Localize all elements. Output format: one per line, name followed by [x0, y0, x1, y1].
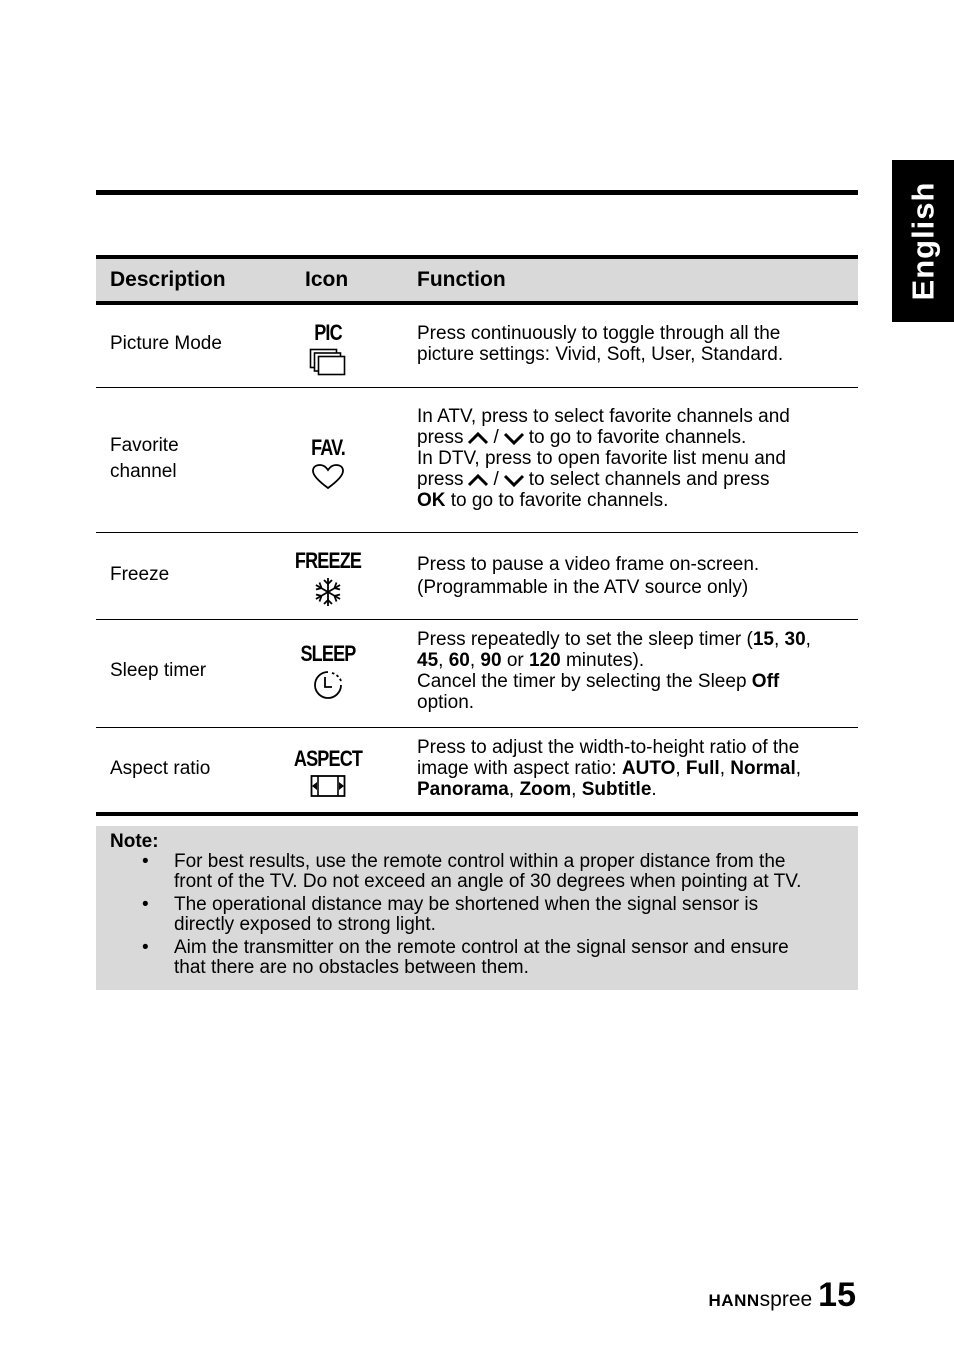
time-option: 90: [480, 650, 502, 671]
function-line: picture settings: Vivid, Soft, User, Standard.: [417, 344, 784, 365]
icon-label: FREEZE: [294, 548, 362, 573]
time-option: 45: [417, 650, 439, 671]
function-text: ,: [469, 650, 481, 671]
row-description: Picture Mode: [110, 333, 222, 354]
table-header: [96, 255, 858, 305]
function-text: ,: [438, 650, 449, 671]
freeze-button-graphic: [286, 549, 370, 608]
table-row: [96, 620, 858, 728]
bullet: •: [142, 851, 149, 872]
language-tab: [892, 160, 954, 322]
row-description: Freeze: [110, 564, 170, 585]
off-option: Off: [751, 671, 780, 692]
time-option: 15: [752, 629, 774, 650]
function-line: Press to adjust the width-to-height ratio of the: [417, 737, 800, 758]
aspect-option: Subtitle: [581, 779, 652, 800]
chevron-up-icon: [467, 472, 489, 488]
aspect-option: Normal: [730, 758, 796, 779]
aspect-option: Zoom: [519, 779, 572, 800]
function-line: (Programmable in the ATV source only): [417, 577, 749, 598]
page-footer: [709, 1276, 856, 1315]
description-line: Favorite: [110, 435, 179, 456]
sleep-button-graphic: [286, 642, 370, 701]
function-line: [417, 671, 857, 692]
function-text: ,: [675, 758, 686, 779]
function-text: ,: [773, 629, 785, 650]
function-text: /: [493, 427, 499, 448]
top-rule: [96, 190, 858, 195]
aspect-option: Panorama: [417, 779, 509, 800]
function-text: to select channels and press: [528, 469, 770, 490]
note-line: Aim the transmitter on the remote control at the signal sensor and ensure: [174, 937, 789, 958]
picture-mode-icon: [309, 348, 347, 376]
function-line: In ATV, press to select favorite channels and: [417, 406, 790, 427]
function-line: [417, 427, 857, 448]
function-line: Press to pause a video frame on-screen.: [417, 554, 760, 575]
function-text: press: [417, 427, 464, 448]
pic-button-graphic: [286, 321, 370, 376]
brand-logo-bold: HANN: [708, 1291, 760, 1310]
function-line: option.: [417, 692, 475, 713]
list-item: [96, 852, 856, 892]
list-item: [96, 895, 856, 935]
function-line: [417, 629, 857, 650]
function-text: ,: [571, 779, 582, 800]
chevron-down-icon: [503, 472, 525, 488]
row-description: Sleep timer: [110, 660, 207, 681]
function-text: ,: [795, 758, 802, 779]
function-line: [417, 650, 857, 671]
function-text: Press repeatedly to set the sleep timer (: [417, 629, 753, 650]
function-text: image with aspect ratio:: [417, 758, 622, 779]
row-function: [417, 406, 857, 511]
time-option: 120: [529, 650, 561, 671]
header-description: Description: [110, 268, 226, 291]
function-text: Cancel the timer by selecting the Sleep: [417, 671, 752, 692]
function-text: to go to favorite channels.: [450, 490, 669, 511]
brand-logo-light: spree: [759, 1288, 813, 1311]
header-icon: Icon: [305, 268, 349, 291]
aspect-button-graphic: [286, 747, 370, 798]
table-row: [96, 728, 858, 816]
icon-label: ASPECT: [293, 746, 363, 771]
function-line: [417, 779, 857, 800]
table-row: [96, 305, 858, 388]
chevron-up-icon: [467, 430, 489, 446]
aspect-ratio-icon: [310, 774, 346, 798]
row-function: [417, 737, 857, 800]
language-tab-label: English: [905, 181, 941, 301]
bullet: •: [142, 937, 149, 958]
table-row: [96, 388, 858, 533]
function-line: [417, 758, 857, 779]
icon-label: PIC: [314, 320, 342, 345]
icon-label: FAV.: [311, 435, 345, 460]
heart-icon: [311, 463, 345, 491]
function-text: minutes).: [560, 650, 645, 671]
function-line: [417, 490, 857, 511]
function-line: [417, 469, 857, 490]
function-line: In DTV, press to open favorite list menu and: [417, 448, 786, 469]
function-line: Press continuously to toggle through all the: [417, 323, 781, 344]
note-title: Note:: [110, 831, 159, 852]
list-item: [96, 938, 856, 978]
note-line: directly exposed to strong light.: [174, 914, 436, 935]
row-description: [110, 433, 179, 485]
row-function: [417, 554, 857, 598]
row-function: [417, 629, 857, 713]
clock-icon: [311, 669, 345, 701]
description-line: channel: [110, 461, 177, 482]
time-option: 30: [784, 629, 806, 650]
table-row: [96, 533, 858, 620]
fav-button-graphic: [286, 436, 370, 491]
function-text: .: [651, 779, 657, 800]
function-text: to go to favorite channels.: [528, 427, 747, 448]
remote-function-table: [96, 255, 858, 816]
header-function: Function: [417, 268, 506, 291]
function-text: ,: [805, 629, 811, 650]
function-text: ,: [719, 758, 731, 779]
bullet: •: [142, 894, 149, 915]
function-text: or: [501, 650, 529, 671]
aspect-option: AUTO: [621, 758, 676, 779]
note-line: For best results, use the remote control within a proper distance from the: [174, 851, 786, 872]
note-list: [96, 852, 856, 981]
note-line: The operational distance may be shortened when the signal sensor is: [174, 894, 759, 915]
chevron-down-icon: [503, 430, 525, 446]
icon-label: SLEEP: [300, 641, 356, 666]
function-text: press: [417, 469, 464, 490]
page-number: 15: [818, 1276, 856, 1314]
snowflake-icon: [312, 576, 344, 608]
row-function: [417, 323, 857, 365]
ok-key-label: OK: [417, 490, 446, 511]
note-box: [96, 826, 858, 990]
row-description: Aspect ratio: [110, 758, 211, 779]
function-text: /: [493, 469, 499, 490]
time-option: 60: [448, 650, 470, 671]
note-line: that there are no obstacles between them.: [174, 957, 529, 978]
function-text: ,: [508, 779, 520, 800]
note-line: front of the TV. Do not exceed an angle of 30 degrees when pointing at TV.: [174, 871, 802, 892]
aspect-option: Full: [685, 758, 720, 779]
